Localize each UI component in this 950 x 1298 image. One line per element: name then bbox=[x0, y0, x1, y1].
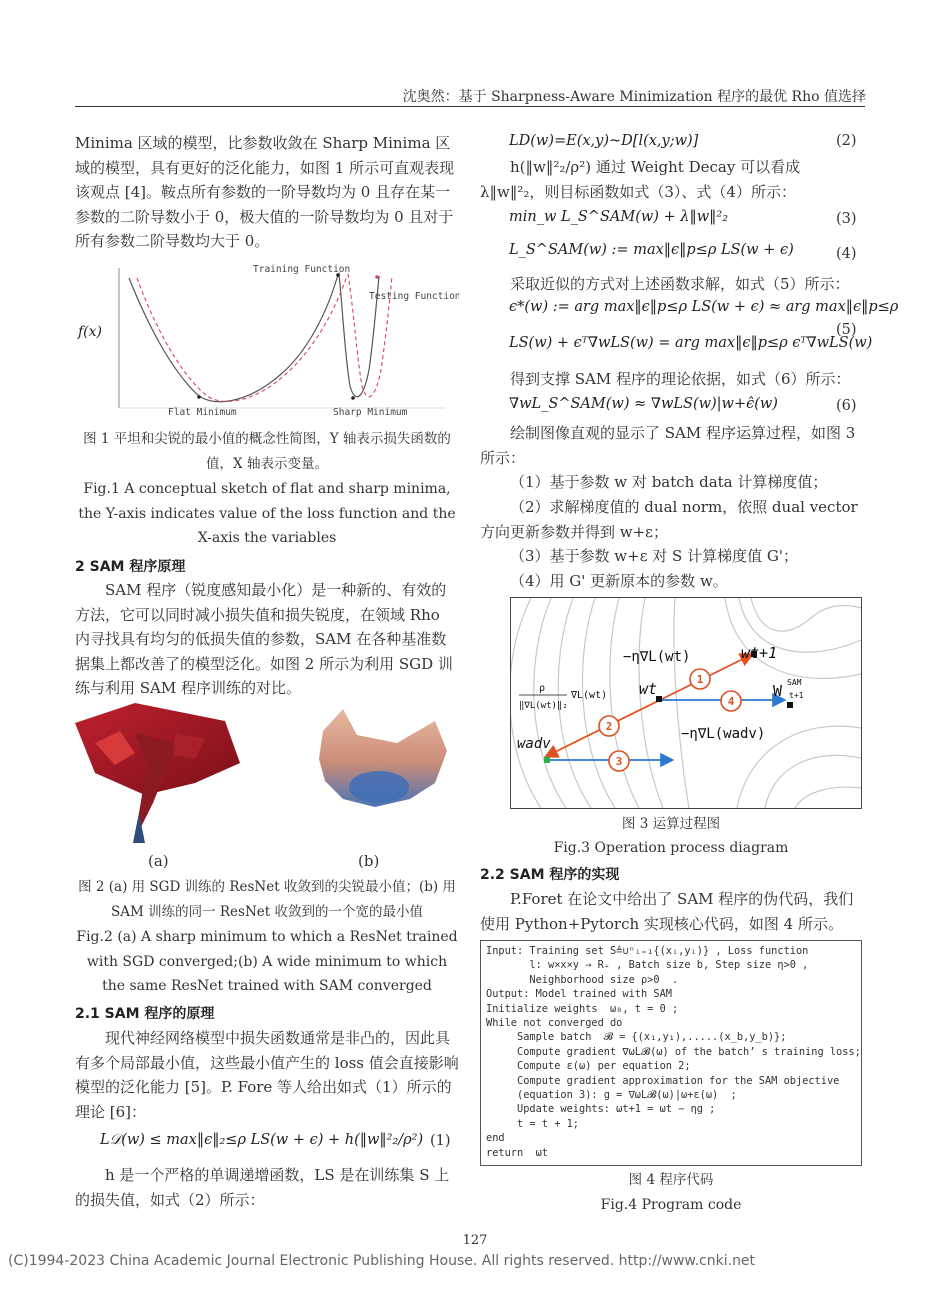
fig3-label-grad-adv: −η∇L(wadv) bbox=[681, 726, 766, 742]
fig3-label-wt: wt bbox=[639, 680, 658, 698]
fig2-caption-cn: 图 2 (a) 用 SGD 训练的 ResNet 收敛到的尖锐最小值；(b) 用 SAM 训练的同一 ResNet 收敛到的一个宽的最小值 bbox=[78, 879, 456, 920]
code-lines bbox=[481, 941, 861, 1160]
fig3-caption-cn: 图 3 运算过程图 bbox=[621, 816, 721, 832]
figure-4-code-box bbox=[480, 940, 862, 1166]
step-2: （2）求解梯度值的 dual norm，依照 dual vector 方向更新参数并得到 w+ε； bbox=[480, 498, 858, 541]
running-header: 沈奥然：基于 Sharpness-Aware Minimization 程序的最优 Rho 值选择 bbox=[402, 89, 866, 105]
fig1-sharp-label: Sharp Minimum bbox=[333, 407, 408, 418]
testing-marker bbox=[375, 275, 379, 279]
step-3: （3）基于参数 w+ε 对 S 计算梯度值 G'； bbox=[510, 547, 798, 565]
equation-2: LD(w)=E(x,y)~D[l(x,y;w)] bbox=[509, 133, 699, 149]
fig2-label-a: (a) bbox=[148, 852, 169, 870]
section-2-1-paragraph: 现代神经网络模型中损失函数通常是非凸的，因此具有多个局部最小值，这些最小值产生的 loss 值会直接影响模型的泛化能力 [5]。P. Fore 等人给出如式（1）所示的理论 [6]： bbox=[75, 1029, 459, 1121]
step-4: （4）用 G' 更新原本的参数 w。 bbox=[510, 572, 728, 590]
fig3-circle-2-label: 2 bbox=[605, 720, 613, 733]
eq2-explanation: h(‖w‖²₂/ρ²) 通过 Weight Decay 可以看成 λ‖w‖²₂，则目标函数如式（3）、式（4）所示： bbox=[480, 158, 801, 201]
code-line: (equation 3): g = ∇ωL𝓑(ω)|ω+ε(ω) ; bbox=[486, 1089, 737, 1102]
fig3-label-wsam-sup: SAM bbox=[787, 678, 802, 687]
code-line: t = t + 1; bbox=[486, 1117, 579, 1130]
copyright-footer: (C)1994-2023 China Academic Journal Electronic Publishing House. All rights reserved. http://www.cnki.net bbox=[8, 1253, 756, 1269]
sharp-min-point bbox=[351, 396, 355, 400]
fig3-label-nabla: ∇L(wt) bbox=[571, 690, 608, 701]
fig3-circle-4-label: 4 bbox=[727, 695, 735, 708]
fig1-caption-cn: 图 1 平坦和尖锐的最小值的概念性简图，Y 轴表示损失函数的值，X 轴表示变量。 bbox=[83, 431, 451, 472]
equation-3: min_w L_S^SAM(w) + λ‖w‖²₂ bbox=[509, 209, 729, 225]
equation-5-line-1: ϵ*(w) := arg max‖ϵ‖p≤ρ LS(w + ϵ) ≈ arg max‖ϵ‖p≤ρ bbox=[509, 299, 899, 315]
fig4-caption-en: Fig.4 Program code bbox=[600, 1197, 742, 1213]
equation-5-number: (5) bbox=[836, 322, 857, 338]
eq6-intro: 得到支撑 SAM 程序的理论依据，如式（6）所示： bbox=[510, 370, 851, 388]
section-2-2-title: 2.2 SAM 程序的实现 bbox=[480, 867, 620, 883]
equation-5-line-2: LS(w) + ϵᵀ∇wLS(w) = arg max‖ϵ‖p≤ρ ϵᵀ∇wLS(w) bbox=[509, 335, 873, 351]
fig3-point-wadv bbox=[544, 757, 550, 763]
page-number: 127 bbox=[462, 1233, 488, 1248]
fig3-label-wsam-sub: t+1 bbox=[789, 691, 804, 700]
fig1-testing-label: Testing Function bbox=[369, 291, 459, 302]
code-line: Input: Training set S≜∪ⁿᵢ₌₁{(xᵢ,yᵢ)} , Loss function bbox=[486, 945, 809, 957]
equation-3-number: (3) bbox=[836, 211, 857, 227]
section-2-paragraph: SAM 程序（锐度感知最小化）是一种新的、有效的方法，它可以同时减小损失值和损失锐度，在领域 Rho 内寻找具有均匀的低损失值的参数，SAM 在各种基准数据集上都改善了的模型泛化。如图 2 所示为利用 SGD 训练与利用 SAM 程序训练的对比。 bbox=[75, 581, 453, 697]
testing-curve bbox=[137, 274, 392, 401]
figure-1 bbox=[75, 258, 459, 423]
intro-paragraph: Minima 区域的模型，比参数收敛在 Sharp Minima 区域的模型，具有更好的泛化能力，如图 1 所示可直观表现该观点 [4]。鞍点所有参数的一阶导数均为 0 且存在某一参数的二阶导数小于 0，极大值的一阶导数均为 0 且对于所有参数二阶导数均大于 0。 bbox=[75, 134, 455, 250]
flat-min-point bbox=[197, 395, 201, 399]
fig2a-sharp-surface bbox=[75, 703, 240, 843]
header-rule bbox=[75, 106, 865, 107]
equation-6-number: (6) bbox=[836, 398, 857, 414]
figure-2 bbox=[75, 703, 459, 853]
section-2-1-title: 2.1 SAM 程序的原理 bbox=[75, 1006, 215, 1022]
fig3-point-wsam bbox=[787, 702, 793, 708]
section-2-title: 2 SAM 程序原理 bbox=[75, 559, 186, 575]
training-curve bbox=[129, 274, 379, 402]
fig1-ylabel: f(x) bbox=[78, 324, 103, 340]
code-line: While not converged do bbox=[486, 1017, 623, 1030]
code-line: end bbox=[486, 1132, 505, 1145]
fig1-flat-label: Flat Minimum bbox=[168, 407, 237, 418]
fig1-training-label: Training Function bbox=[253, 264, 351, 275]
code-line: Output: Model trained with SAM bbox=[486, 988, 672, 1001]
after-eq1-paragraph: h 是一个严格的单调递增函数，LS 是在训练集 S 上的损失值，如式（2）所示： bbox=[75, 1166, 450, 1209]
equation-1: L𝒟(w) ≤ max‖ϵ‖₂≤ρ LS(w + ϵ) + h(‖w‖²₂/ρ²) bbox=[100, 1132, 424, 1148]
fig2-caption-en: Fig.2 (a) A sharp minimum to which a ResNet trained with SGD converged;(b) A wide minimum to which the same ResNet trained with SAM converged bbox=[76, 929, 458, 994]
fig3-label-wt1: wt+1 bbox=[741, 644, 778, 662]
fig2b-wide-surface bbox=[319, 709, 447, 807]
section-2-2-paragraph: P.Foret 在论文中给出了 SAM 程序的伪代码，我们使用 Python+Pytorch 实现核心代码，如图 4 所示。 bbox=[480, 890, 854, 933]
code-line: Compute ε(ω) per equation 2; bbox=[486, 1060, 691, 1073]
fig3-label-rho: ρ bbox=[539, 683, 546, 694]
code-line: Sample batch 𝓑 = {(x₁,y₁),.....(x_b,y_b)}; bbox=[486, 1031, 787, 1044]
code-line: Update weights: ωt+1 = ωt − ηg ; bbox=[486, 1103, 716, 1116]
equation-4: L_S^SAM(w) := max‖ϵ‖p≤ρ LS(w + ϵ) bbox=[509, 242, 794, 258]
code-line: return ωt bbox=[486, 1146, 548, 1159]
step-1: （1）基于参数 w 对 batch data 计算梯度值； bbox=[510, 473, 828, 491]
fig3-intro: 绘制图像直观的显示了 SAM 程序运算过程，如图 3 所示： bbox=[480, 424, 856, 467]
equation-2-number: (2) bbox=[836, 133, 857, 149]
fig3-label-norm: ‖∇L(wt)‖₂ bbox=[519, 701, 568, 711]
equation-4-number: (4) bbox=[836, 246, 857, 262]
code-line: l: w×x×y → R₊ , Batch size b, Step size η>0 , bbox=[486, 959, 809, 972]
code-line: Neighborhood size ρ>0 . bbox=[486, 973, 679, 986]
fig3-circle-3-label: 3 bbox=[615, 755, 623, 768]
eq5-intro: 采取近似的方式对上述函数求解，如式（5）所示： bbox=[510, 275, 850, 293]
figure-3 bbox=[510, 597, 862, 809]
code-line: Compute gradient ∇ωL𝓑(ω) of the batch’ s training loss; bbox=[486, 1045, 861, 1058]
fig3-label-wadv: wadv bbox=[517, 736, 551, 752]
fig4-caption-cn: 图 4 程序代码 bbox=[628, 1172, 714, 1188]
code-line: Compute gradient approximation for the SAM objective bbox=[486, 1074, 840, 1087]
fig3-label-wsam: W bbox=[773, 682, 783, 700]
code-line: Initialize weights ω₀, t = 0 ; bbox=[486, 1002, 679, 1015]
equation-1-number: (1) bbox=[430, 1133, 451, 1149]
fig3-label-grad: −η∇L(wt) bbox=[623, 649, 691, 665]
fig2-label-b: (b) bbox=[358, 852, 380, 870]
equation-6: ∇wL_S^SAM(w) ≈ ∇wLS(w)|w+ϵ̂(w) bbox=[509, 396, 778, 412]
fig1-caption-en: Fig.1 A conceptual sketch of flat and sharp minima, the Y-axis indicates value of the loss function and the X-axis the variables bbox=[78, 481, 456, 546]
fig3-circle-1-label: 1 bbox=[696, 673, 704, 686]
fig3-caption-en: Fig.3 Operation process diagram bbox=[553, 840, 789, 856]
